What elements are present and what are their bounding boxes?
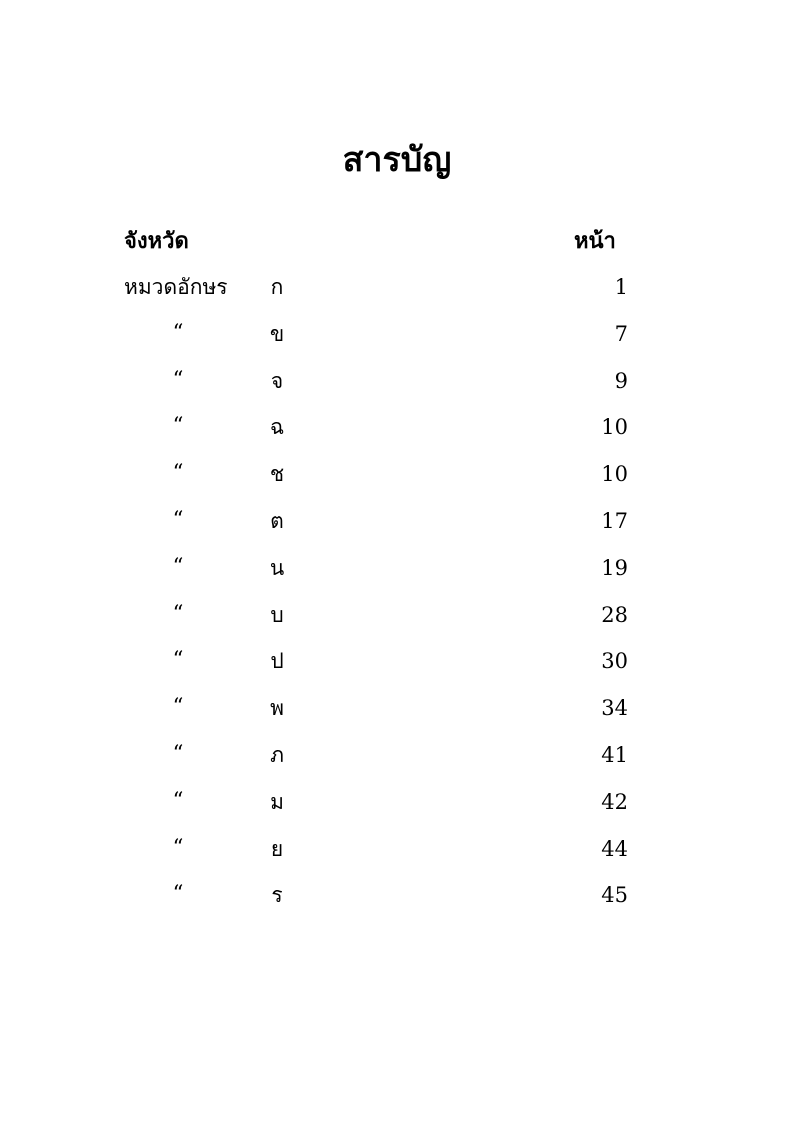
toc-row xyxy=(0,412,794,459)
toc-row-letter: ช xyxy=(269,462,285,487)
toc-row-page: 42 xyxy=(601,789,628,814)
toc-list xyxy=(0,272,794,927)
toc-row xyxy=(0,787,794,834)
toc-row-page: 9 xyxy=(614,368,628,393)
toc-row-page: 34 xyxy=(601,696,628,721)
toc-row-letter: ย xyxy=(270,836,284,861)
toc-row xyxy=(0,506,794,553)
toc-row xyxy=(0,319,794,366)
toc-row-letter: ต xyxy=(270,508,284,533)
toc-row-ditto-mark: “ xyxy=(172,834,184,859)
toc-row-ditto-mark: “ xyxy=(172,366,184,391)
toc-row xyxy=(0,834,794,881)
toc-row-letter: จ xyxy=(270,368,284,393)
toc-row-ditto-mark: “ xyxy=(172,506,184,531)
toc-row-letter: น xyxy=(269,555,285,580)
toc-row xyxy=(0,553,794,600)
toc-row-ditto-mark: “ xyxy=(172,460,184,485)
toc-row-letter: ก xyxy=(270,275,284,299)
toc-row xyxy=(0,366,794,413)
toc-row-ditto-mark: “ xyxy=(172,740,184,765)
toc-row xyxy=(0,693,794,740)
toc-row-ditto-mark: “ xyxy=(172,319,184,344)
toc-row-ditto-mark: “ xyxy=(172,553,184,578)
toc-row-ditto-mark: “ xyxy=(172,881,184,906)
toc-row-letter: ร xyxy=(271,883,283,908)
toc-row-page: 41 xyxy=(601,742,628,767)
toc-row-page: 10 xyxy=(601,415,628,440)
toc-row-label: หมวดอักษร xyxy=(124,275,228,299)
toc-row-ditto-mark: “ xyxy=(172,787,184,812)
toc-row-ditto-mark: “ xyxy=(172,694,184,719)
toc-row-ditto-mark: “ xyxy=(172,600,184,625)
toc-row xyxy=(0,459,794,506)
toc-row-ditto-mark: “ xyxy=(172,413,184,438)
toc-row xyxy=(0,600,794,647)
toc-row-page: 10 xyxy=(601,462,628,487)
toc-row-page: 28 xyxy=(601,602,628,627)
toc-row xyxy=(0,272,794,319)
toc-row-page: 30 xyxy=(601,649,628,674)
toc-row-letter: ฉ xyxy=(269,415,285,440)
toc-row-page: 7 xyxy=(614,321,628,346)
toc-row-page: 45 xyxy=(601,883,628,908)
toc-row-letter: ข xyxy=(269,321,285,346)
toc-row-letter: ภ xyxy=(270,742,284,767)
toc-row-page: 19 xyxy=(601,555,628,580)
toc-row-letter: บ xyxy=(270,602,284,627)
toc-row xyxy=(0,740,794,787)
toc-row-letter: พ xyxy=(270,696,284,721)
column-header-province: จังหวัด xyxy=(124,228,189,254)
toc-row-page: 44 xyxy=(601,836,628,861)
toc-row-letter: ม xyxy=(270,789,284,814)
toc-row-letter: ป xyxy=(270,649,284,674)
toc-row-page: 1 xyxy=(614,275,628,299)
toc-row-page: 17 xyxy=(601,508,628,533)
toc-row-ditto-mark: “ xyxy=(172,647,184,672)
toc-row xyxy=(0,646,794,693)
page-title: สารบัญ xyxy=(342,140,452,180)
toc-row xyxy=(0,880,794,927)
column-header-page: หน้า xyxy=(574,228,616,254)
